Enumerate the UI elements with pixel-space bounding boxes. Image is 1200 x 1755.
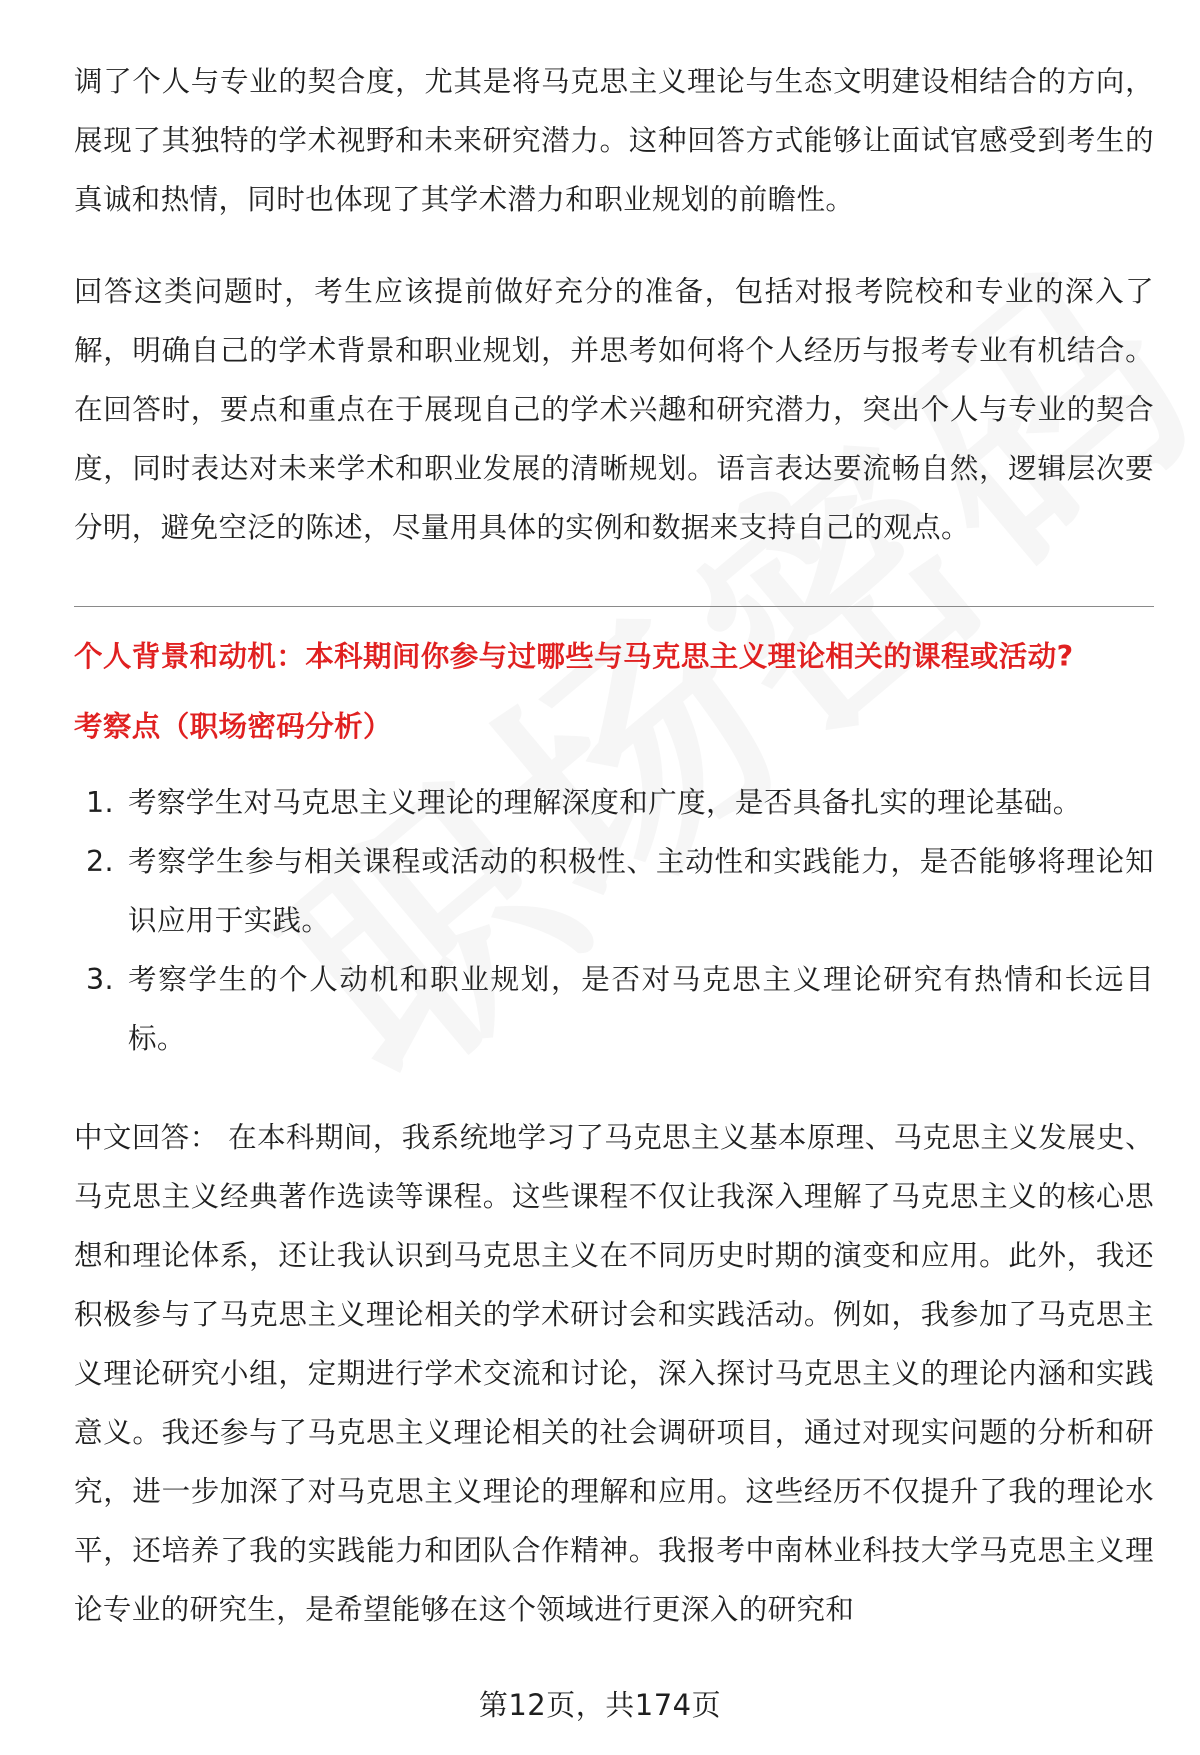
list-number: 1.	[86, 786, 114, 819]
list-item-text: 考察学生对马克思主义理论的理解深度和广度，是否具备扎实的理论基础。	[128, 786, 1082, 819]
section-divider	[74, 606, 1154, 607]
list-item	[74, 950, 1154, 1068]
paragraph-answer-advice: 回答这类问题时，考生应该提前做好充分的准备，包括对报考院校和专业的深入了解，明确自己的学术背景和职业规划，并思考如何将个人经历与报考专业有机结合。在回答时，要点和重点在于展现自己的学术兴趣和研究潜力，突出个人与专业的契合度，同时表达对未来学术和职业发展的清晰规划。语言表达要流畅自然，逻辑层次要分明，避免空泛的陈述，尽量用具体的实例和数据来支持自己的观点。	[74, 275, 1154, 544]
focus-points-heading: 考察点（职场密码分析）	[74, 710, 392, 743]
list-number: 2.	[86, 845, 114, 878]
paragraph-analysis-continued: 调了个人与专业的契合度，尤其是将马克思主义理论与生态文明建设相结合的方向，展现了其独特的学术视野和未来研究潜力。这种回答方式能够让面试官感受到考生的真诚和热情，同时也体现了其学术潜力和职业规划的前瞻性。	[74, 65, 1154, 216]
list-number: 3.	[86, 963, 114, 996]
chinese-answer-paragraph: 中文回答： 在本科期间，我系统地学习了马克思主义基本原理、马克思主义发展史、马克思主义经典著作选读等课程。这些课程不仅让我深入理解了马克思主义的核心思想和理论体系，还让我认识到马克思主义在不同历史时期的演变和应用。此外，我还积极参与了马克思主义理论相关的学术研讨会和实践活动。例如，我参加了马克思主义理论研究小组，定期进行学术交流和讨论，深入探讨马克思主义的理论内涵和实践意义。我还参与了马克思主义理论相关的社会调研项目，通过对现实问题的分析和研究，进一步加深了对马克思主义理论的理解和应用。这些经历不仅提升了我的理论水平，还培养了我的实践能力和团队合作精神。我报考中南林业科技大学马克思主义理论专业的研究生，是希望能够在这个领域进行更深入的研究和	[74, 1121, 1154, 1626]
list-item-text: 考察学生的个人动机和职业规划，是否对马克思主义理论研究有热情和长远目标。	[128, 963, 1154, 1055]
list-item	[74, 773, 1154, 832]
question-heading: 个人背景和动机：本科期间你参与过哪些与马克思主义理论相关的课程或活动?	[74, 640, 1074, 673]
list-item	[74, 832, 1154, 950]
list-item-text: 考察学生参与相关课程或活动的积极性、主动性和实践能力，是否能够将理论知识应用于实践。	[128, 845, 1154, 937]
focus-points-list	[74, 773, 1154, 1068]
page-number-footer: 第12页，共174页	[478, 1688, 722, 1722]
